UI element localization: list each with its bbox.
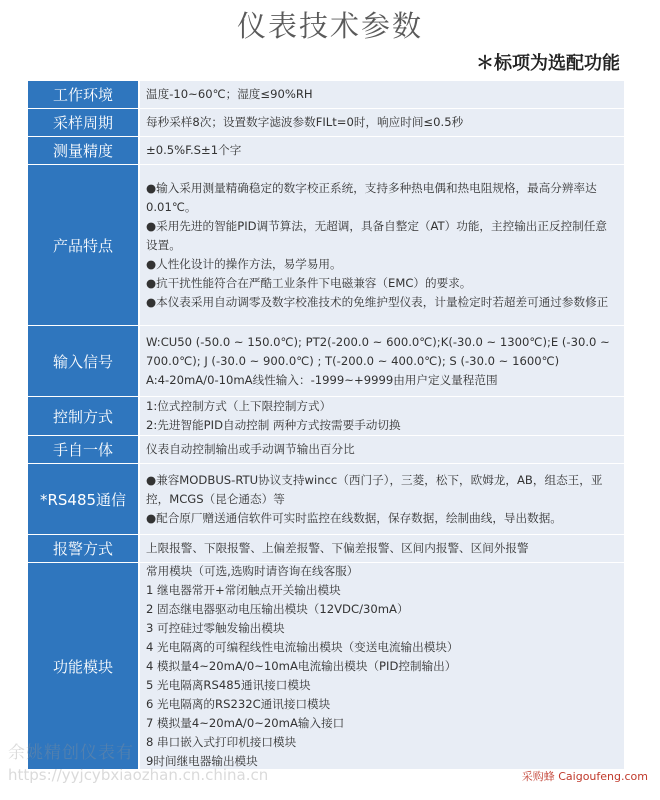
spec-label: 产品特点 xyxy=(28,165,140,325)
spec-content xyxy=(140,109,624,136)
spec-line: 1:位式控制方式（上下限控制方式） xyxy=(146,399,332,413)
watermark-company: 余姚精创仪表有 xyxy=(8,743,134,763)
spec-line: 9时间继电器输出模块 xyxy=(146,753,258,768)
spec-line: A:4-20mA/0-10mA线性输入：-1999~+9999由用户定义量程范围 xyxy=(146,372,498,387)
spec-line: 2:先进智能PID自动控制 两种方式按需要手动切换 xyxy=(146,418,401,432)
page-title: 仪表技术参数 xyxy=(236,9,423,43)
spec-line: 5 光电隔离RS485通讯接口模块 xyxy=(146,677,311,692)
spec-line: 1 继电器常开+常闭触点开关输出模块 xyxy=(146,582,341,597)
spec-row xyxy=(28,436,624,464)
spec-label: 报警方式 xyxy=(28,535,140,562)
spec-line: 3 可控硅过零触发输出模块 xyxy=(146,620,285,635)
spec-line: 仪表自动控制输出或手动调节输出百分比 xyxy=(146,442,355,456)
watermark-url: https://yyjcybxiaozhan.cn.china.cn xyxy=(8,766,269,784)
spec-line: W:CU50 (-50.0 ~ 150.0℃); PT2(-200.0 ~ 600.0℃);K(-30.0 ~ 1300℃);E (-30.0 ~ 700.0℃); J (-30.0 ~ 900.0℃) ; T(-200.0 ~ 400.0℃); S (-30.0 ~ 1600℃) xyxy=(146,334,610,368)
spec-label: 测量精度 xyxy=(28,137,140,164)
optional-note: ＊标项为选配功能 xyxy=(476,53,620,74)
spec-content xyxy=(140,563,624,769)
spec-row xyxy=(28,535,624,563)
spec-label: 手自一体 xyxy=(28,436,140,463)
spec-line: 8 串口嵌入式打印机接口模块 xyxy=(146,734,297,749)
brand-watermark: 采购蜂 Caigoufeng.com xyxy=(521,770,648,783)
spec-row xyxy=(28,165,624,326)
spec-line: ●配合原厂赠送通信软件可实时监控在线数据，保存数据，绘制曲线，导出数据。 xyxy=(146,510,562,525)
spec-line: 温度-10~60℃；湿度≤90%RH xyxy=(146,87,313,101)
spec-table xyxy=(28,81,624,770)
spec-line: 每秒采样8次；设置数字滤波参数FILt=0时，响应时间≤0.5秒 xyxy=(146,115,464,129)
spec-line: ±0.5%F.S±1个字 xyxy=(146,143,242,157)
spec-label: 采样周期 xyxy=(28,109,140,136)
spec-line: 4 模拟量4~20mA/0~10mA电流输出模块（PID控制输出） xyxy=(146,658,457,673)
spec-label: 输入信号 xyxy=(28,326,140,396)
spec-line: ●兼容MODBUS-RTU协议支持wincc（西门子），三菱，松下，欧姆龙，AB，组态王，亚控，MCGS（昆仑通态）等 xyxy=(146,472,603,506)
spec-content xyxy=(140,137,624,164)
spec-row xyxy=(28,464,624,535)
spec-row xyxy=(28,137,624,165)
spec-line: 2 固态继电器驱动电压输出模块（12VDC/30mA） xyxy=(146,601,409,616)
spec-content xyxy=(140,397,624,435)
spec-content xyxy=(140,464,624,534)
spec-line: 7 模拟量4~20mA/0~20mA输入接口 xyxy=(146,715,345,730)
spec-line: ●抗干扰性能符合在严酷工业条件下电磁兼容（EMC）的要求。 xyxy=(146,275,472,290)
spec-content xyxy=(140,436,624,463)
spec-line: ●人性化设计的操作方法，易学易用。 xyxy=(146,256,342,271)
spec-line: ●输入采用测量精确稳定的数字校正系统，支持多种热电偶和热电阻规格，最高分辨率达0.01℃。 xyxy=(146,180,597,214)
spec-content xyxy=(140,326,624,396)
spec-line: 6 光电隔离的RS232C通讯接口模块 xyxy=(146,696,331,711)
spec-content xyxy=(140,81,624,108)
spec-label: 功能模块 xyxy=(28,563,140,769)
spec-label: *RS485通信 xyxy=(28,464,140,534)
spec-line: ●采用先进的智能PID调节算法，无超调，具备自整定（AT）功能，主控输出正反控制任意设置。 xyxy=(146,218,607,252)
spec-content xyxy=(140,535,624,562)
spec-label: 控制方式 xyxy=(28,397,140,435)
spec-line: 4 光电隔离的可编程线性电流输出模块（变送电流输出模块） xyxy=(146,639,459,654)
spec-row xyxy=(28,109,624,137)
spec-line: ●本仪表采用自动调零及数字校准技术的免维护型仪表，计量检定时若超差可通过参数修正 xyxy=(146,294,609,309)
spec-row xyxy=(28,81,624,109)
spec-row xyxy=(28,397,624,436)
spec-content xyxy=(140,165,624,325)
spec-line: 上限报警、下限报警、上偏差报警、下偏差报警、区间内报警、区间外报警 xyxy=(146,541,529,555)
spec-row xyxy=(28,326,624,397)
spec-line: 常用模块（可选,选购时请咨询在线客服） xyxy=(146,563,359,578)
spec-label: 工作环境 xyxy=(28,81,140,108)
